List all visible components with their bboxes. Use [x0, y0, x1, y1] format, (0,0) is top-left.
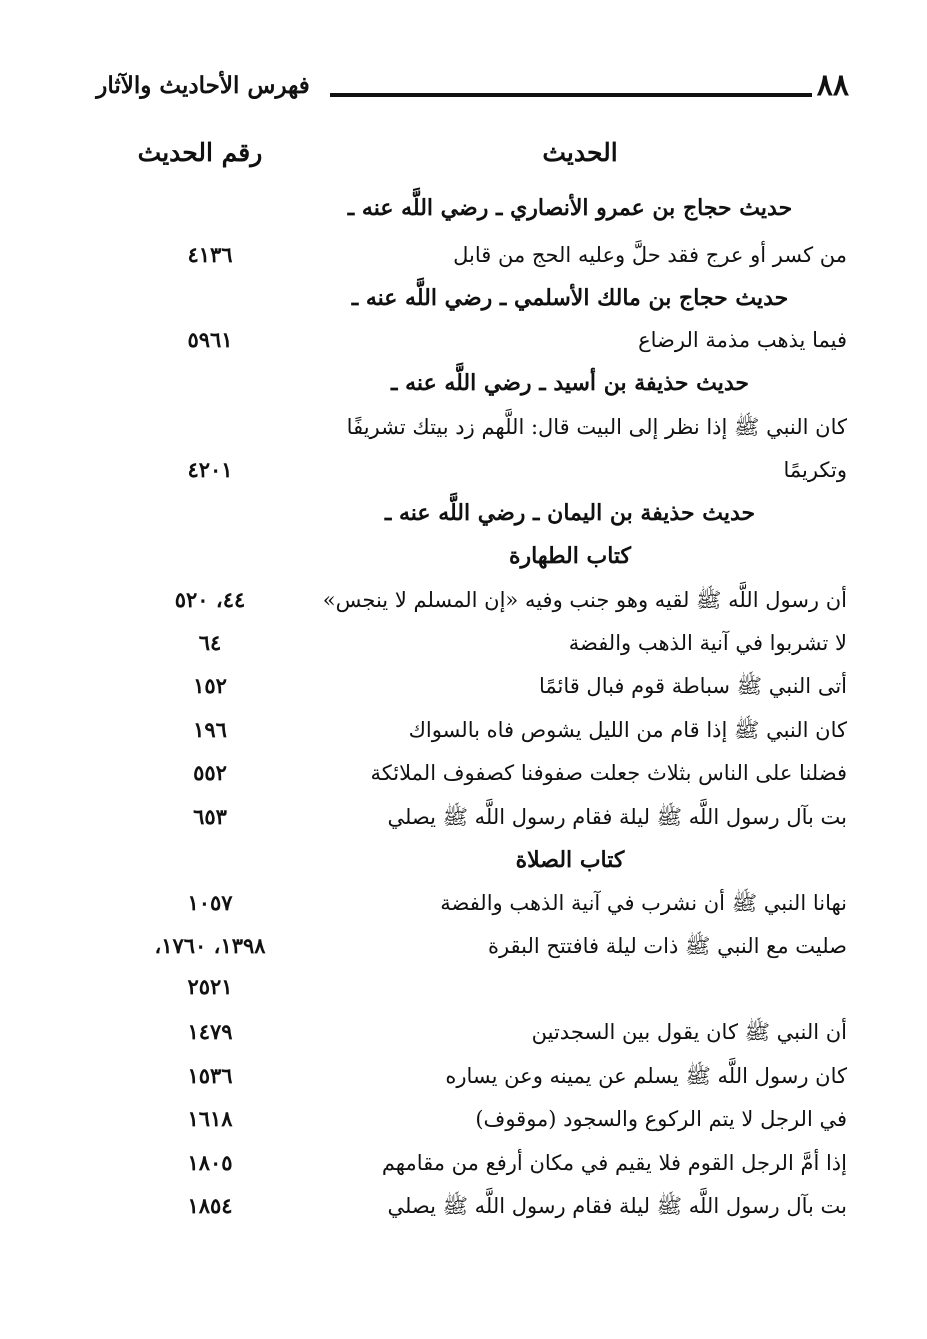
hadith-text: إذا أمَّ الرجل القوم فلا يقيم في مكان أرفع من مقامهم [381, 1151, 847, 1175]
hadith-number: ٢٥٢١ [187, 974, 233, 999]
hadith-number: ٦٥٣ [193, 804, 227, 829]
hadith-text: من كسر أو عرج فقد حلَّ وعليه الحج من قابل [453, 243, 847, 267]
hadith-text: أتى النبي ﷺ سباطة قوم فبال قائمًا [538, 674, 847, 698]
hadith-number: ١٨٥٤ [187, 1193, 233, 1218]
column-header-number: رقم الحديث [137, 138, 263, 167]
hadith-text: فضلنا على الناس بثلاث جعلت صفوفنا كصفوف الملائكة [370, 761, 847, 785]
hadith-text: نهانا النبي ﷺ أن نشرب في آنية الذهب والفضة [440, 891, 847, 915]
hadith-text: كتاب الصلاة [515, 847, 625, 873]
hadith-number: ٤٢٠١ [187, 457, 233, 482]
hadith-text: كان النبي ﷺ إذا قام من الليل يشوص فاه بالسواك [408, 718, 847, 742]
hadith-number: ١٤٧٩ [187, 1019, 233, 1044]
hadith-text: أن النبي ﷺ كان يقول بين السجدتين [531, 1020, 847, 1044]
hadith-number: ١٣٩٨، ١٧٦٠، [154, 933, 266, 958]
hadith-text: حديث حذيفة بن أسيد ـ رضي اللَّه عنه ـ [391, 370, 749, 396]
hadith-text: في الرجل لا يتم الركوع والسجود (موقوف) [475, 1107, 847, 1131]
hadith-number: ٤٤، ٥٢٠ [174, 587, 246, 612]
column-header-hadith: الحديث [542, 138, 618, 167]
hadith-number: ١٨٠٥ [187, 1150, 233, 1175]
hadith-text: فيما يذهب مذمة الرضاع [638, 328, 847, 352]
hadith-text: بت بآل رسول اللَّه ﷺ ليلة فقام رسول اللَّه ﷺ يصلي [387, 805, 847, 829]
hadith-number: ٥٥٢ [193, 760, 227, 785]
hadith-text: وتكريمًا [783, 458, 847, 482]
hadith-text: أن رسول اللَّه ﷺ لقيه وهو جنب وفيه «إن المسلم لا ينجس» [322, 588, 847, 612]
hadith-text: كان النبي ﷺ إذا نظر إلى البيت قال: اللَّهم زد بيتك تشريفًا [346, 415, 847, 439]
hadith-text: صليت مع النبي ﷺ ذات ليلة فافتتح البقرة [487, 934, 847, 958]
hadith-number: ١٩٦ [193, 717, 227, 742]
hadith-text: حديث حذيفة بن اليمان ـ رضي اللَّه عنه ـ [384, 500, 756, 526]
hadith-text: كان رسول اللَّه ﷺ يسلم عن يمينه وعن يساره [445, 1064, 847, 1088]
hadith-number: ١٠٥٧ [187, 890, 233, 915]
running-title: فهرس الأحاديث والآثار [96, 72, 310, 99]
hadith-number: ١٦١٨ [187, 1106, 233, 1131]
hadith-text: حديث حجاج بن عمرو الأنصاري ـ رضي اللَّه عنه ـ [347, 195, 793, 221]
hadith-number: ٦٤ [198, 630, 222, 655]
hadith-text: كتاب الطهارة [508, 543, 632, 569]
hadith-number: ٥٩٦١ [187, 327, 233, 352]
hadith-text: حديث حجاج بن مالك الأسلمي ـ رضي اللَّه عنه ـ [351, 285, 789, 311]
page-number: ٨٨ [816, 68, 849, 103]
hadith-number: ٤١٣٦ [187, 242, 233, 267]
hadith-text: لا تشربوا في آنية الذهب والفضة [568, 631, 847, 655]
hadith-number: ١٥٣٦ [187, 1063, 233, 1088]
hadith-text: بت بآل رسول اللَّه ﷺ ليلة فقام رسول اللَّه ﷺ يصلي [387, 1194, 847, 1218]
hadith-number: ١٥٢ [193, 673, 227, 698]
